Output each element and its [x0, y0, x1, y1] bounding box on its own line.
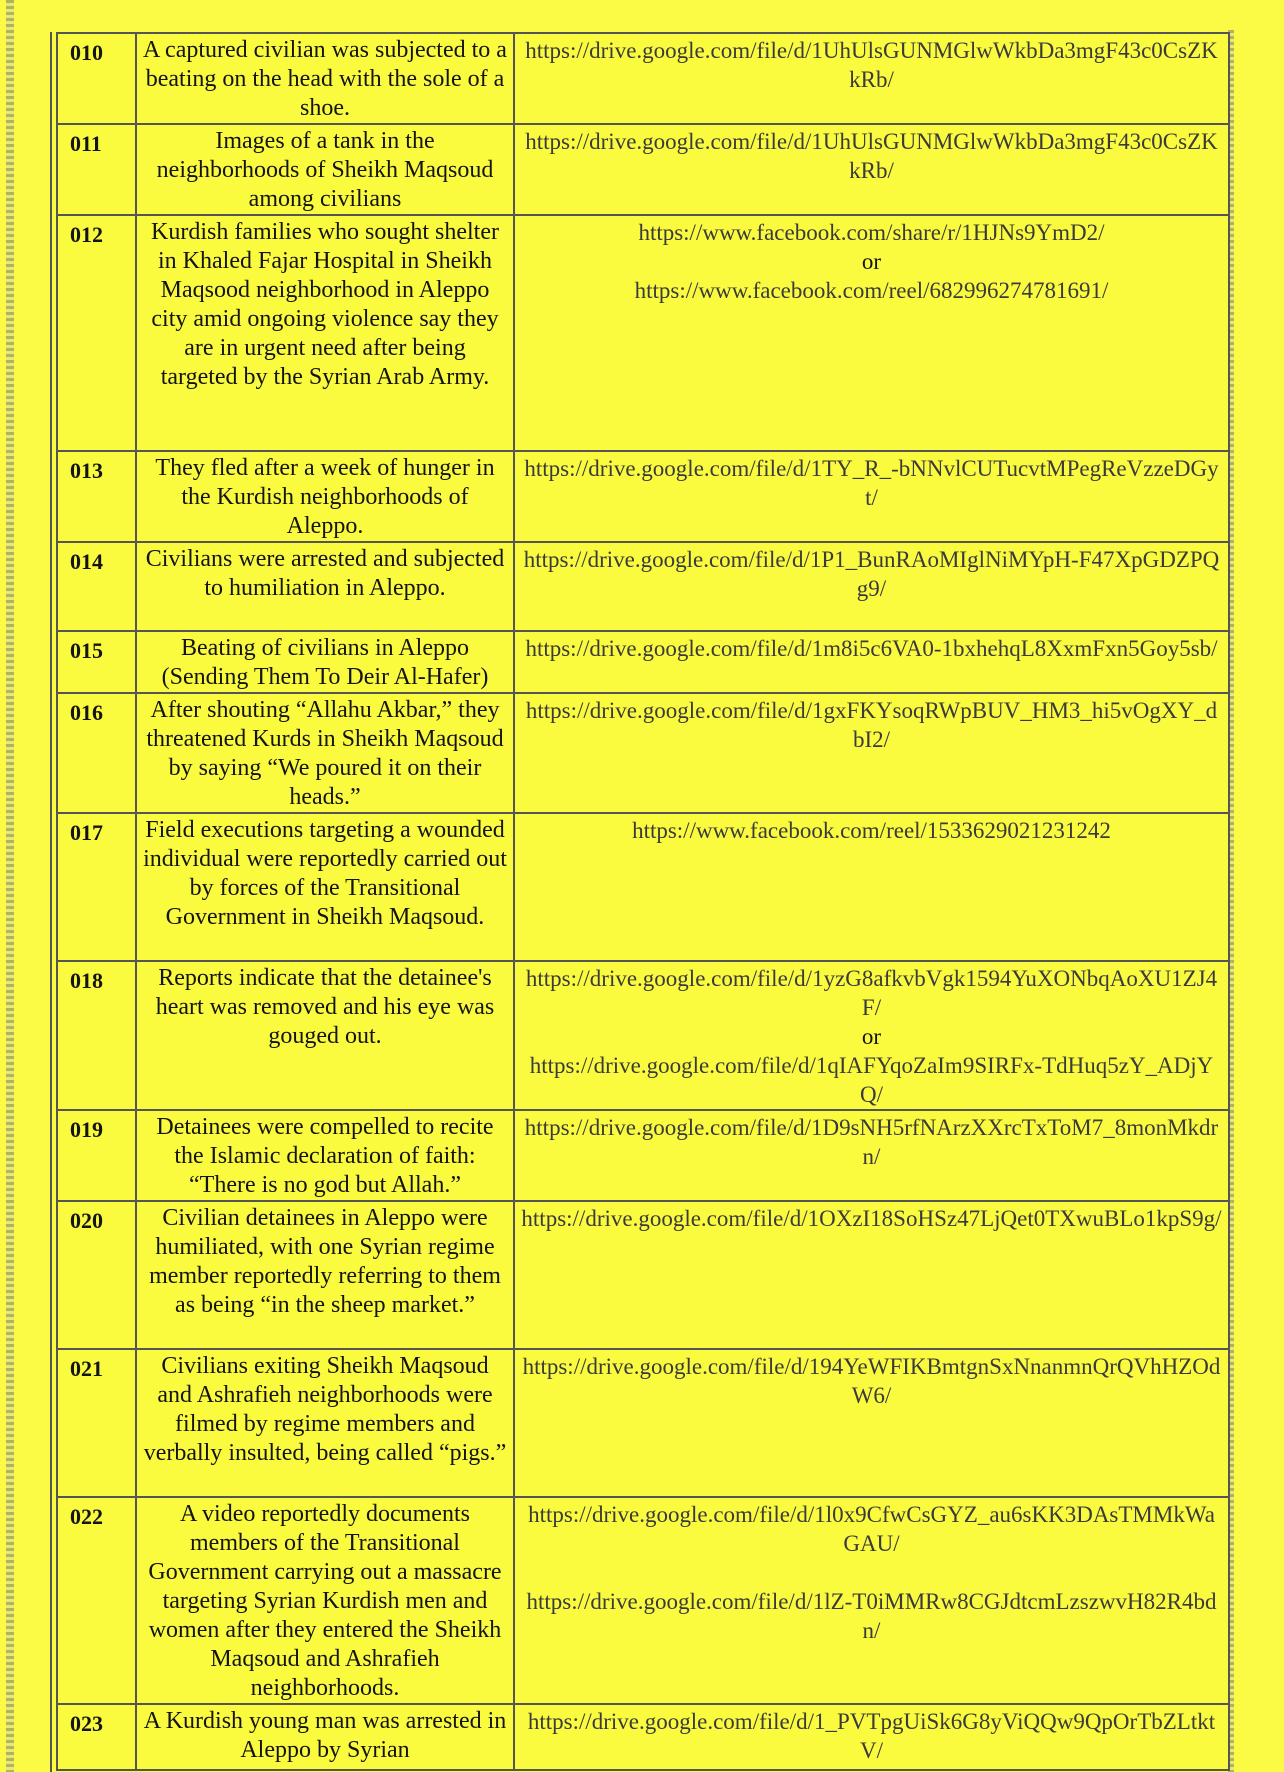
left-binding-edge: [6, 0, 14, 1772]
table-row: [57, 1201, 1229, 1349]
row-id: 021: [57, 1349, 136, 1497]
table-row: [57, 961, 1229, 1110]
row-links: [514, 124, 1229, 215]
row-links: [514, 215, 1229, 451]
table-row: [57, 1110, 1229, 1201]
row-id: 013: [57, 451, 136, 542]
evidence-link[interactable]: https://drive.google.com/file/d/194YeWFIKBmtgnSxNnanmnQrQVhHZOdW6/: [522, 1354, 1221, 1408]
evidence-link[interactable]: https://drive.google.com/file/d/1qIAFYqoZaIm9SIRFx-TdHuq5zY_ADjYQ/: [529, 1053, 1214, 1107]
evidence-link[interactable]: https://drive.google.com/file/d/1UhUlsGUNMGlwWkbDa3mgF43c0CsZKkRb/: [525, 129, 1218, 183]
row-description: Civilian detainees in Aleppo were humiliated, with one Syrian regime member reportedly referring to them as being “in the sheep market.”: [136, 1201, 514, 1349]
table-row: [57, 693, 1229, 813]
evidence-link[interactable]: https://www.facebook.com/reel/682996274781691/: [634, 278, 1109, 303]
row-id: 022: [57, 1497, 136, 1704]
table-row: [57, 813, 1229, 961]
row-links: [514, 631, 1229, 693]
row-links: [514, 1201, 1229, 1349]
row-description: Civilians were arrested and subjected to humiliation in Aleppo.: [136, 542, 514, 631]
evidence-link[interactable]: https://drive.google.com/file/d/1OXzI18SoHSz47LjQet0TXwuBLo1kpS9g/: [521, 1206, 1222, 1231]
table-row: [57, 451, 1229, 542]
evidence-link[interactable]: https://drive.google.com/file/d/1TY_R_-bNNvlCUTucvtMPegReVzzeDGyt/: [524, 456, 1219, 510]
row-description: Images of a tank in the neighborhoods of Sheikh Maqsoud among civilians: [136, 124, 514, 215]
evidence-link[interactable]: https://drive.google.com/file/d/1D9sNH5rfNArzXXrcTxToM7_8monMkdrn/: [524, 1115, 1219, 1169]
row-description: Field executions targeting a wounded individual were reportedly carried out by forces of the Transitional Government in Sheikh Maqsoud.: [136, 813, 514, 961]
row-description: Beating of civilians in Aleppo (Sending Them To Deir Al-Hafer): [136, 631, 514, 693]
evidence-link[interactable]: https://www.facebook.com/share/r/1HJNs9YmD2/: [638, 220, 1105, 245]
row-id: 018: [57, 961, 136, 1110]
evidence-link[interactable]: https://drive.google.com/file/d/1l0x9CfwCsGYZ_au6sKK3DAsTMMkWaGAU/: [528, 1502, 1215, 1556]
row-links: [514, 1110, 1229, 1201]
row-links: [514, 813, 1229, 961]
table-row: [57, 1704, 1229, 1770]
row-description: A captured civilian was subjected to a beating on the head with the sole of a shoe.: [136, 33, 514, 124]
row-description: Kurdish families who sought shelter in Khaled Fajar Hospital in Sheikh Maqsood neighborhood in Aleppo city amid ongoing violence say they are in urgent need after being targeted by the Syrian Arab Army.: [136, 215, 514, 451]
row-description: Reports indicate that the detainee's heart was removed and his eye was gouged out.: [136, 961, 514, 1110]
row-links: [514, 961, 1229, 1110]
row-links: [514, 693, 1229, 813]
row-id: 016: [57, 693, 136, 813]
row-description: Civilians exiting Sheikh Maqsoud and Ashrafieh neighborhoods were filmed by regime members and verbally insulted, being called “pigs.”: [136, 1349, 514, 1497]
evidence-link[interactable]: https://drive.google.com/file/d/1gxFKYsoqRWpBUV_HM3_hi5vOgXY_dbI2/: [525, 698, 1218, 752]
table-row: [57, 124, 1229, 215]
or-separator: or: [861, 249, 882, 274]
row-description: They fled after a week of hunger in the Kurdish neighborhoods of Aleppo.: [136, 451, 514, 542]
evidence-link[interactable]: https://www.facebook.com/reel/1533629021231242: [632, 818, 1111, 843]
row-description: A Kurdish young man was arrested in Aleppo by Syrian: [136, 1704, 514, 1770]
table-row: [57, 542, 1229, 631]
row-links: [514, 1704, 1229, 1770]
row-links: [514, 542, 1229, 631]
row-id: 012: [57, 215, 136, 451]
row-description: A video reportedly documents members of the Transitional Government carrying out a massacre targeting Syrian Kurdish men and women after they entered the Sheikh Maqsoud and Ashrafieh neighborhoods.: [136, 1497, 514, 1704]
evidence-link[interactable]: https://drive.google.com/file/d/1m8i5c6VA0-1bxhehqL8XxmFxn5Goy5sb/: [525, 636, 1218, 661]
or-separator: or: [861, 1024, 882, 1049]
row-links: [514, 33, 1229, 124]
row-id: 020: [57, 1201, 136, 1349]
row-links: [514, 1497, 1229, 1704]
row-id: 017: [57, 813, 136, 961]
row-description: Detainees were compelled to recite the Islamic declaration of faith: “There is no god but Allah.”: [136, 1110, 514, 1201]
row-id: 023: [57, 1704, 136, 1770]
row-description: After shouting “Allahu Akbar,” they threatened Kurds in Sheikh Maqsoud by saying “We poured it on their heads.”: [136, 693, 514, 813]
evidence-link[interactable]: https://drive.google.com/file/d/1yzG8afkvbVgk1594YuXONbqAoXU1ZJ4F/: [525, 966, 1218, 1020]
table-row: [57, 215, 1229, 451]
row-id: 014: [57, 542, 136, 631]
evidence-link[interactable]: https://drive.google.com/file/d/1UhUlsGUNMGlwWkbDa3mgF43c0CsZKkRb/: [525, 38, 1218, 92]
evidence-link[interactable]: https://drive.google.com/file/d/1P1_BunRAoMIglNiMYpH-F47XpGDZPQg9/: [523, 547, 1220, 601]
row-id: 011: [57, 124, 136, 215]
row-links: [514, 1349, 1229, 1497]
evidence-link[interactable]: https://drive.google.com/file/d/1_PVTpgUiSk6G8yViQQw9QpOrTbZLtktV/: [527, 1709, 1216, 1763]
row-links: [514, 451, 1229, 542]
table-row: [57, 1349, 1229, 1497]
row-id: 015: [57, 631, 136, 693]
row-id: 019: [57, 1110, 136, 1201]
table-row: [57, 33, 1229, 124]
evidence-table: [56, 32, 1230, 1771]
link-gap: [521, 1558, 1222, 1587]
evidence-link[interactable]: https://drive.google.com/file/d/1lZ-T0iMMRw8CGJdtcmLzszwvH82R4bdn/: [526, 1589, 1217, 1643]
row-id: 010: [57, 33, 136, 124]
table-row: [57, 631, 1229, 693]
table-row: [57, 1497, 1229, 1704]
